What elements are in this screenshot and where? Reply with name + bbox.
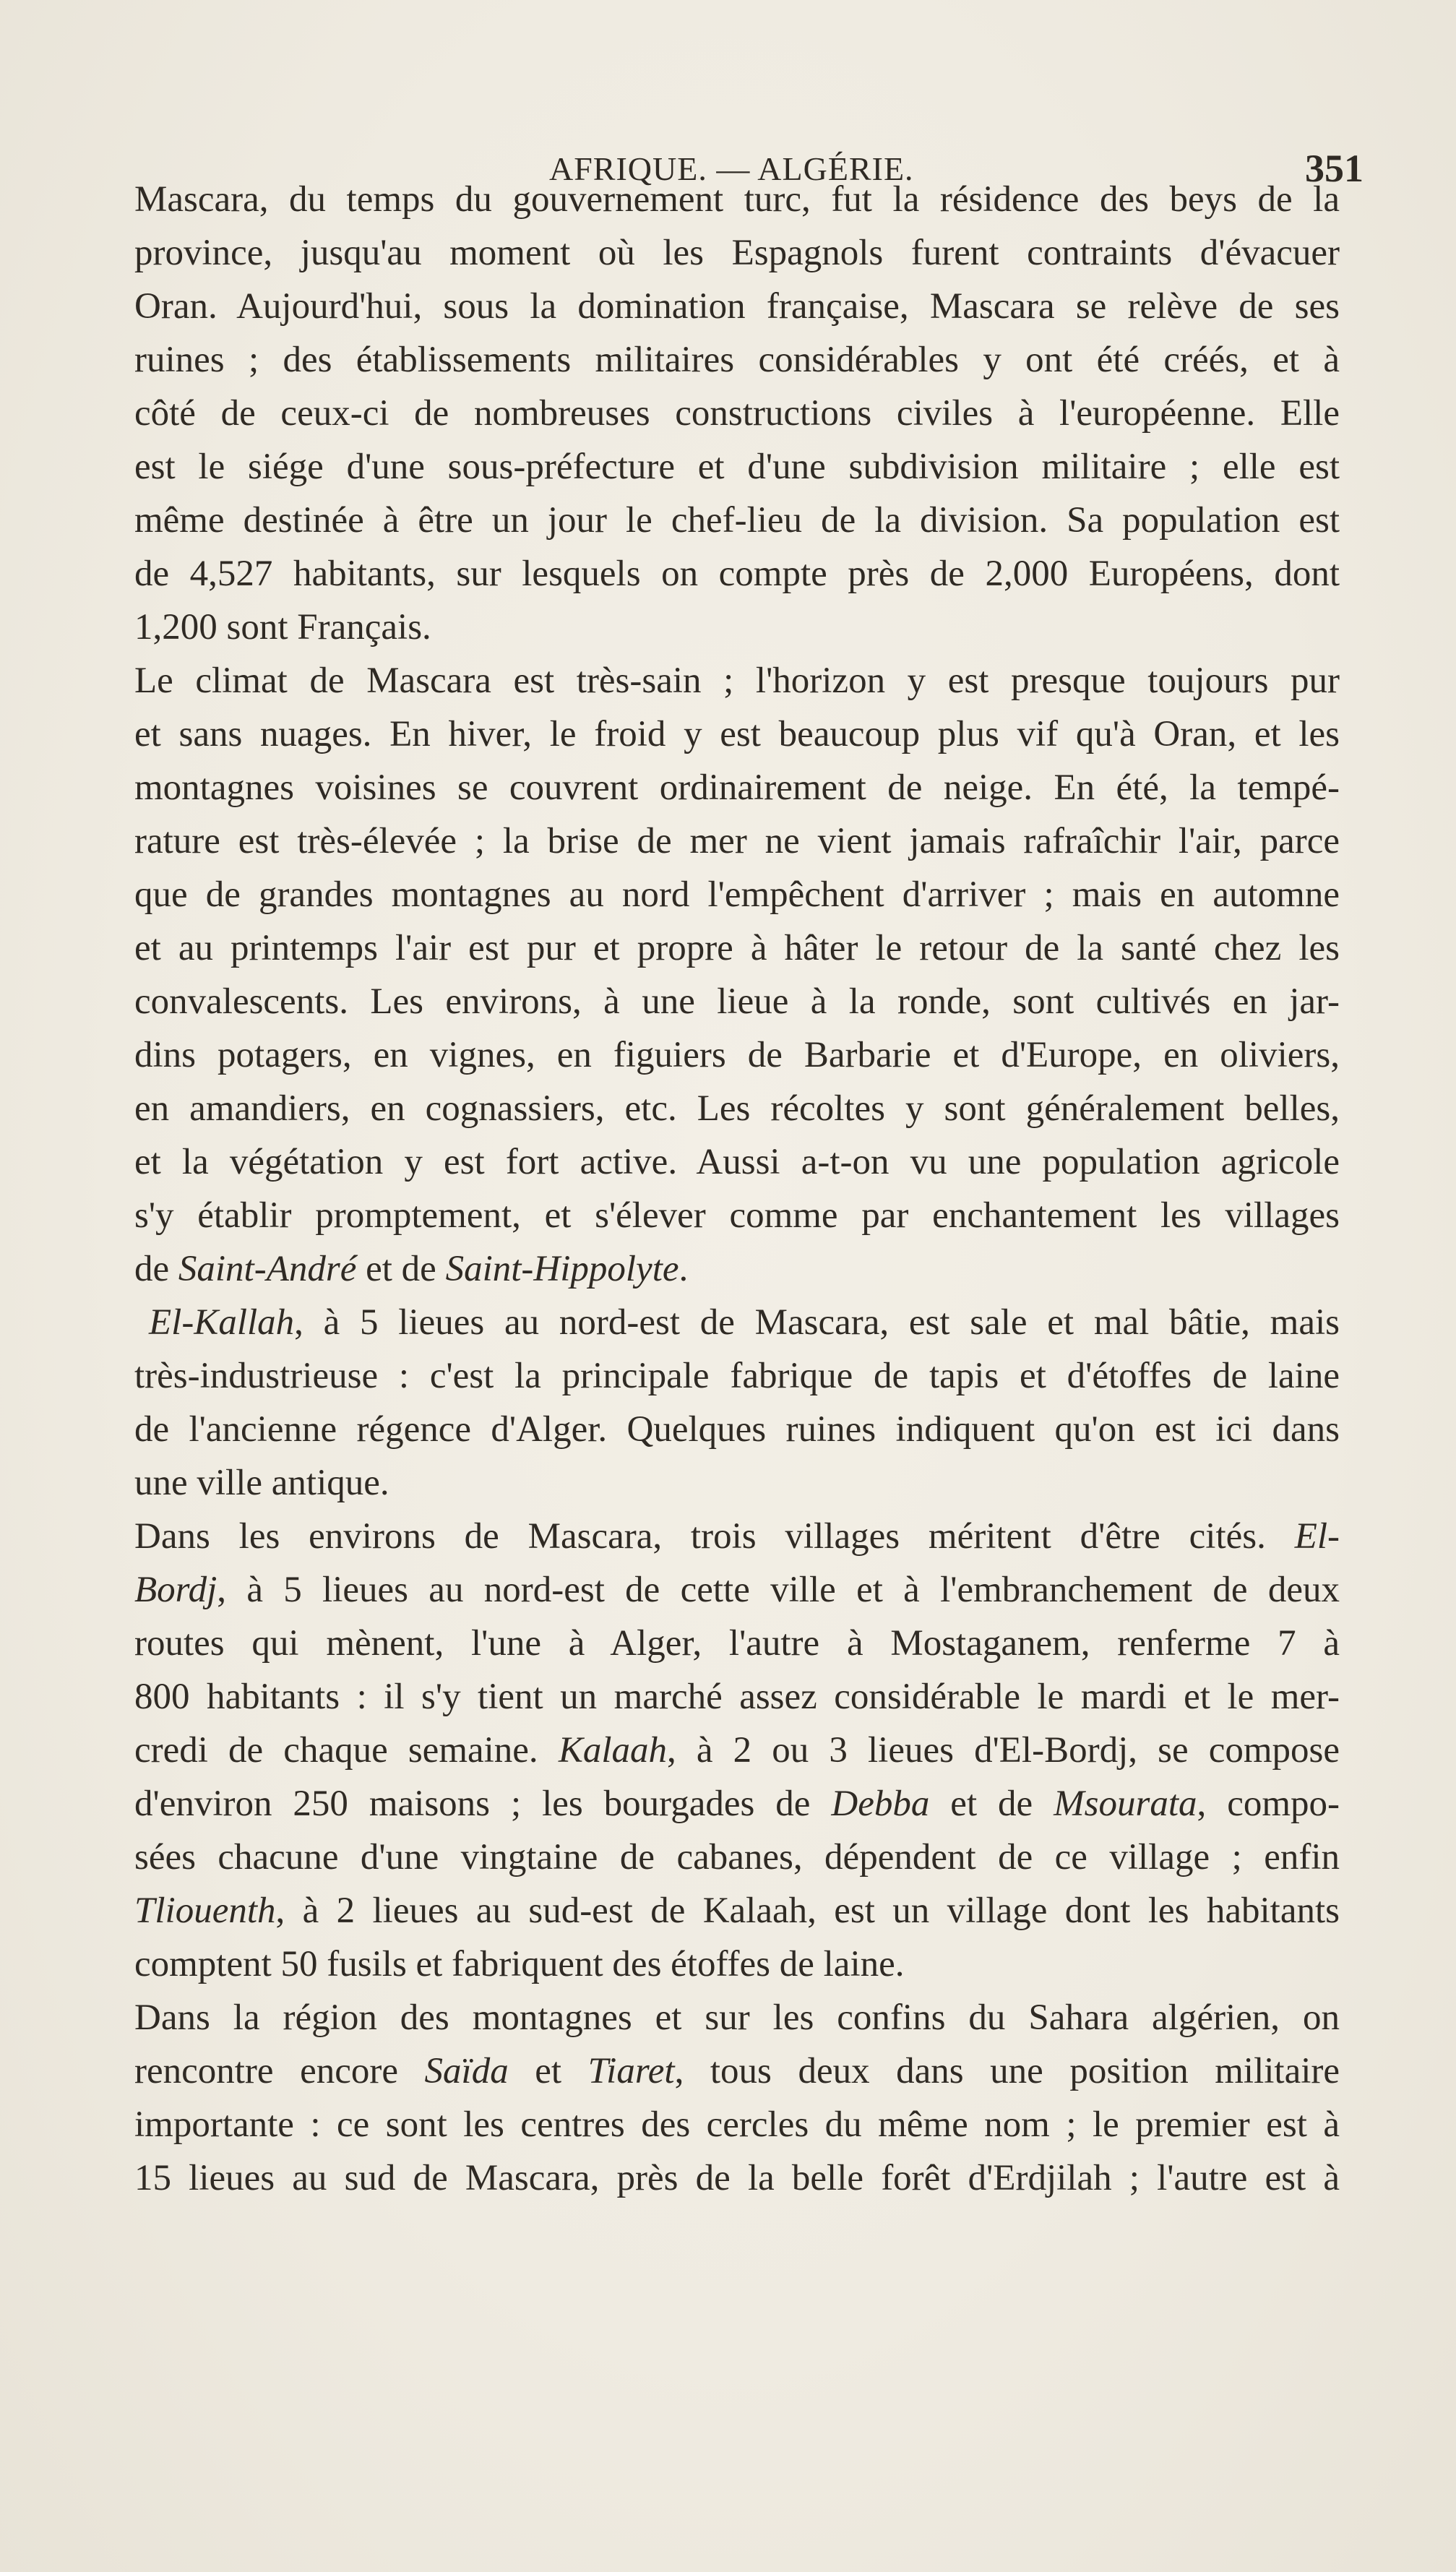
text-line: convalescents. Les environs, à une lieue à la ronde, sont cultivés en jar-: [134, 981, 1340, 1022]
text-line: Le climat de Mascara est très-sain ; l'horizon y est presque toujours pur: [134, 661, 1340, 701]
running-header: AFRIQUE. — ALGÉRIE.: [549, 150, 914, 187]
text-line: credi de chaque semaine. Kalaah, à 2 ou 3 lieues d'El-Bordj, se compose: [134, 1730, 1340, 1771]
text-line: de Saint-André et de Saint-Hippolyte.: [134, 1249, 689, 1289]
page-number: 351: [1305, 147, 1364, 190]
text-line: montagnes voisines se couvrent ordinairement de neige. En été, la tempé-: [134, 767, 1340, 808]
place-name: Saint-Hippolyte: [445, 1249, 679, 1289]
text-line: et la végétation y est fort active. Aussi a-t-on vu une population agricole: [134, 1142, 1340, 1182]
text-line: de 4,527 habitants, sur lesquels on compte près de 2,000 Européens, dont: [134, 554, 1340, 594]
text-line: province, jusqu'au moment où les Espagnols furent contraints d'évacuer: [134, 233, 1340, 273]
text-line: et au printemps l'air est pur et propre à hâter le retour de la santé chez les: [134, 928, 1340, 968]
text-line: et sans nuages. En hiver, le froid y est beaucoup plus vif qu'à Oran, et les: [134, 714, 1340, 754]
text-line: routes qui mènent, l'une à Alger, l'autre à Mostaganem, renferme 7 à: [134, 1623, 1340, 1664]
text-line: comptent 50 fusils et fabriquent des étoffes de laine.: [134, 1944, 905, 1984]
text-line: très-industrieuse : c'est la principale fabrique de tapis et d'étoffes de laine: [134, 1356, 1340, 1396]
place-name: Saint-André: [178, 1249, 357, 1289]
text-line: Oran. Aujourd'hui, sous la domination française, Mascara se relève de ses: [134, 286, 1340, 327]
text-line: ruines ; des établissements militaires considérables y ont été créés, et à: [134, 340, 1340, 380]
text-line: d'environ 250 maisons ; les bourgades de Debba et de Msourata, compo-: [134, 1784, 1340, 1824]
text-line: en amandiers, en cognassiers, etc. Les récoltes y sont généralement belles,: [134, 1088, 1340, 1129]
place-name: Tliouenth: [134, 1891, 276, 1931]
place-name: El-Kallah: [149, 1302, 295, 1343]
place-name: Tiaret: [587, 2051, 675, 2091]
text-line: sées chacune d'une vingtaine de cabanes, dépendent de ce village ; enfin: [134, 1837, 1340, 1878]
text-line: importante : ce sont les centres des cercles du même nom ; le premier est à: [134, 2104, 1340, 2145]
place-name: El-: [1294, 1516, 1340, 1557]
text-line: une ville antique.: [134, 1463, 389, 1503]
text-line: rature est très-élevée ; la brise de mer ne vient jamais rafraîchir l'air, parce: [134, 821, 1340, 861]
text-line: Bordj, à 5 lieues au nord-est de cette ville et à l'embranchement de deux: [134, 1570, 1340, 1610]
text-line: 800 habitants : il s'y tient un marché assez considérable le mardi et le mer-: [134, 1677, 1340, 1717]
text-line: Mascara, du temps du gouvernement turc, fut la résidence des beys de la: [134, 179, 1340, 220]
place-name: Saïda: [424, 2051, 509, 2091]
text-line: même destinée à être un jour le chef-lieu de la division. Sa population est: [134, 500, 1340, 541]
place-name: Msourata: [1054, 1784, 1197, 1824]
text-line: est le siége d'une sous-préfecture et d'une subdivision militaire ; elle est: [134, 447, 1340, 487]
text-line: Dans la région des montagnes et sur les confins du Sahara algérien, on: [134, 1997, 1340, 2038]
text-line: de l'ancienne régence d'Alger. Quelques ruines indiquent qu'on est ici dans: [134, 1409, 1340, 1450]
place-name: Debba: [831, 1784, 930, 1824]
place-name: Bordj: [134, 1570, 217, 1610]
text-line: Tliouenth, à 2 lieues au sud-est de Kalaah, est un village dont les habitants: [134, 1891, 1340, 1931]
place-name: Kalaah: [558, 1730, 667, 1771]
text-line: rencontre encore Saïda et Tiaret, tous deux dans une position militaire: [134, 2051, 1340, 2091]
text-line: 15 lieues au sud de Mascara, près de la belle forêt d'Erdjilah ; l'autre est à: [134, 2158, 1340, 2198]
text-line: s'y établir promptement, et s'élever comme par enchantement les villages: [134, 1195, 1340, 1236]
text-line: Dans les environs de Mascara, trois villages méritent d'être cités. El-: [134, 1516, 1340, 1557]
text-line: El-Kallah, à 5 lieues au nord-est de Mascara, est sale et mal bâtie, mais: [149, 1302, 1340, 1343]
text-line: que de grandes montagnes au nord l'empêchent d'arriver ; mais en automne: [134, 874, 1340, 915]
text-line: 1,200 sont Français.: [134, 607, 431, 648]
text-line: dins potagers, en vignes, en figuiers de Barbarie et d'Europe, en oliviers,: [134, 1035, 1340, 1075]
text-line: côté de ceux-ci de nombreuses constructions civiles à l'européenne. Elle: [134, 393, 1340, 434]
